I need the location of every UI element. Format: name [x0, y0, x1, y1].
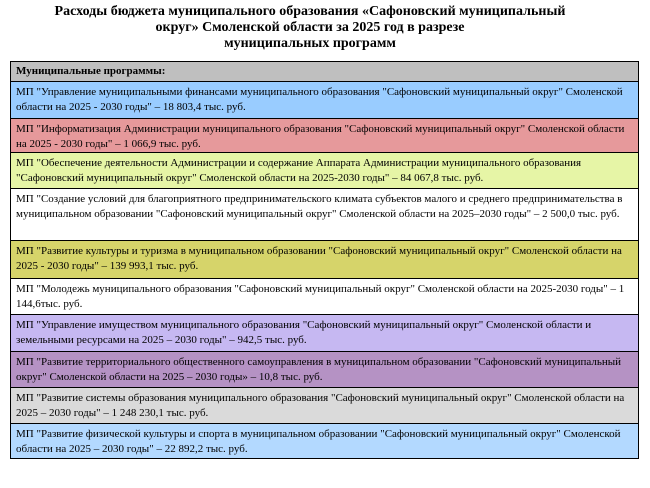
- program-text: МП "Создание условий для благоприятного предпринимательского климата субъектов малого и среднего предпринимательства в муниципальном образовании "Сафоновский муниципальный округ" Смоленской области на 2025–2030 годы" – 2 500,0 тыс. руб.: [16, 193, 623, 220]
- program-text: МП "Развитие культуры и туризма в муниципальном образовании "Сафоновский муниципальный округ" Смоленской области на 2025 - 2030 годы" – 139 993,1 тыс. руб.: [16, 245, 622, 272]
- program-text: МП "Развитие физической культуры и спорта в муниципальном образовании "Сафоновский муниципальный округ" Смоленской области на 2025 – 2030 годы" – 22 892,2 тыс. руб.: [16, 428, 621, 455]
- program-row-administration: [11, 153, 638, 189]
- title-line-2: округ» Смоленской области за 2025 год в разрезе: [155, 20, 465, 35]
- program-text: МП "Управление имуществом муниципального образования "Сафоновский муниципальный округ" Смоленской области и земельными ресурсами на 2025 – 2030 годы" – 942,5 тыс. руб.: [16, 319, 592, 346]
- table-header-label: Муниципальные программы:: [16, 65, 166, 77]
- program-row-property: [11, 315, 638, 352]
- program-text: МП "Информатизация Администрации муниципального образования "Сафоновский муниципальный округ" Смоленской области на 2025 - 2030 годы" – 1 066,9 тыс. руб.: [16, 123, 625, 150]
- program-text: МП "Развитие территориального общественного самоуправления в муниципальном образовании "Сафоновский муниципальный округ" Смоленской области на 2025 – 2030 годы» – 10,8 тыс. руб.: [16, 356, 622, 383]
- page-title: [0, 4, 620, 52]
- programs-table: [10, 61, 639, 459]
- program-row-education: [11, 388, 638, 424]
- program-row-informatization: [11, 119, 638, 153]
- program-row-finances: [11, 82, 638, 119]
- title-line-1: Расходы бюджета муниципального образования «Сафоновский муниципальный: [54, 4, 566, 19]
- program-text: МП "Обеспечение деятельности Администрации и содержание Аппарата Администрации муниципального образования "Сафоновский муниципальный округ" Смоленской области на 2025-2030 годы" – 84 067,8 тыс. руб.: [16, 157, 582, 184]
- program-row-self-government: [11, 352, 638, 388]
- program-row-culture: [11, 241, 638, 279]
- program-text: МП "Молодежь муниципального образования "Сафоновский муниципальный округ" Смоленской области на 2025-2030 годы" – 1 144,6тыс. руб.: [16, 283, 625, 310]
- program-row-business: [11, 189, 638, 241]
- title-line-3: муниципальных программ: [224, 36, 396, 51]
- program-text: МП "Управление муниципальными финансами муниципального образования "Сафоновский муниципальный округ" Смоленской области на 2025 - 2030 годы" – 18 803,4 тыс. руб.: [16, 86, 623, 113]
- program-row-youth: [11, 279, 638, 315]
- program-text: МП "Развитие системы образования муниципального образования "Сафоновский муниципальный округ" Смоленской области на 2025 – 2030 годы" – 1 248 230,1 тыс. руб.: [16, 392, 625, 419]
- table-header: [11, 62, 638, 82]
- program-row-sport: [11, 424, 638, 458]
